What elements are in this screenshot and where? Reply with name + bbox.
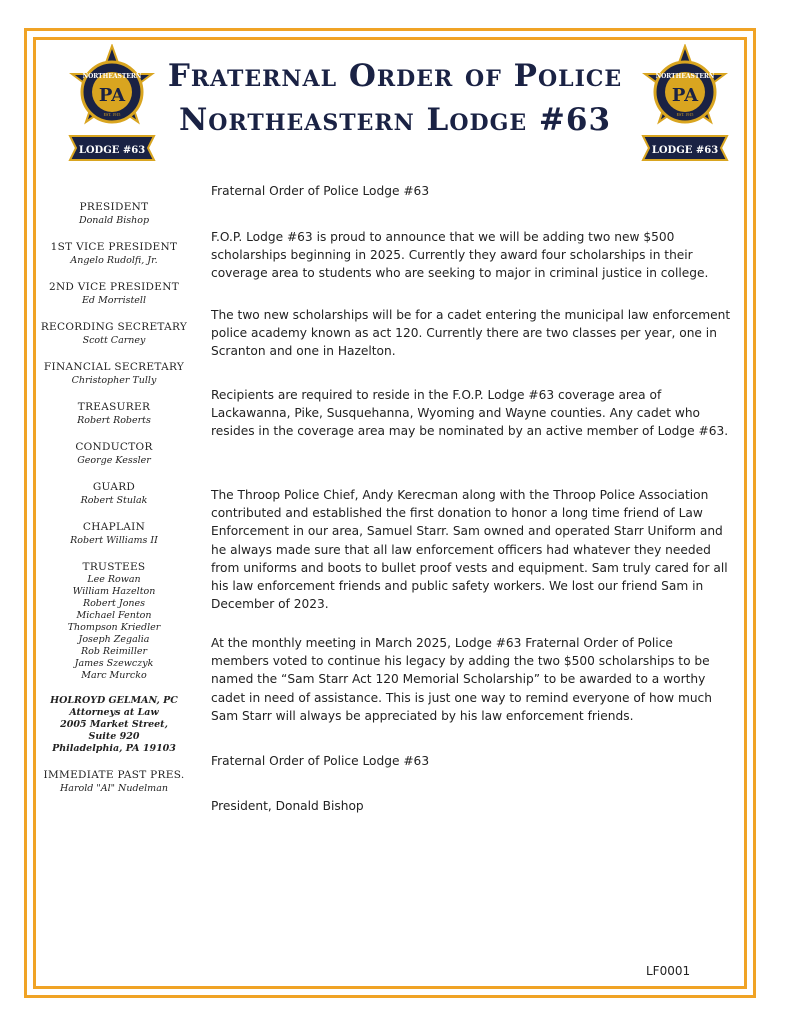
letter-paragraph: Recipients are required to reside in the F.O.P. Lodge #63 coverage area of Lackawanna, Pike, Susquehanna, Wyoming and Wayne counties. Any cadet who resides in the coverage area may be nominated by an active member of Lodge #63. [211, 388, 729, 439]
trustee-name: Lee Rowan [87, 574, 141, 585]
officer-name: Ed Morristell [82, 295, 146, 306]
attorney-line: Attorneys at Law [69, 707, 159, 718]
letter-paragraph: At the monthly meeting in March 2025, Lodge #63 Fraternal Order of Police members voted to continue his legacy by adding the two $500 scholarships to be named the “Sam Starr Act 120 Memorial Scholarship” to be awarded to a worthy cadet in need of assistance. This is just one way to remind everyone of how much Sam Starr will always be appreciated by his law enforcement friends. [211, 636, 712, 723]
badge-est-text: EST. 1915 [676, 112, 694, 117]
badge-lodge-text: LODGE #63 [78, 145, 146, 156]
officer-name: Angelo Rudolfi, Jr. [70, 255, 158, 266]
attorneys-entry [40, 695, 188, 755]
letter-paragraph: F.O.P. Lodge #63 is proud to announce that we will be adding two new $500 scholarships beginning in 2025. Currently they award four scholarships in their coverage area to students who are seeking to major in criminal justice in college. [211, 230, 709, 281]
trustee-name: James Szewczyk [74, 658, 154, 669]
trustees-entry [40, 560, 188, 682]
officer-name: Christopher Tully [71, 375, 157, 386]
letterhead-title-line1: Fraternal Order of Police [167, 58, 623, 94]
lodge-badge-logo-right [637, 44, 733, 164]
attorney-line: Philadelphia, PA 19103 [52, 743, 176, 754]
badge-ring-text: NORTHEASTERN [82, 73, 142, 80]
trustee-name: Thompson Kriedler [67, 622, 161, 633]
trustee-name: Michael Fenton [76, 610, 152, 621]
officer-role: CONDUCTOR [75, 441, 153, 453]
officer-entry [40, 400, 188, 427]
past-president-name: Harold "Al" Nudelman [60, 783, 168, 794]
badge-est-text: EST. 1915 [103, 112, 121, 117]
officer-entry [40, 200, 188, 227]
attorney-line: HOLROYD GELMAN, PC [50, 695, 178, 706]
letter-greeting: Fraternal Order of Police Lodge #63 [211, 184, 430, 198]
officer-entry [40, 240, 188, 267]
attorney-line: Suite 920 [88, 731, 140, 742]
badge-ring-text: NORTHEASTERN [655, 73, 715, 80]
lodge-badge-logo-left [64, 44, 160, 164]
form-code: LF0001 [646, 964, 691, 978]
badge-state-text: PA [98, 85, 126, 106]
letter-closing: Fraternal Order of Police Lodge #63 [211, 754, 430, 768]
officer-role: GUARD [92, 481, 136, 493]
officer-name: Robert Roberts [77, 415, 151, 426]
officer-role: PRESIDENT [79, 201, 149, 213]
officer-entry [40, 520, 188, 547]
trustee-name: Rob Reimiller [80, 646, 148, 657]
letter-paragraph: The two new scholarships will be for a cadet entering the municipal law enforcement police academy known as act 120. Currently there are two classes per year, one in Scranton and one in Hazelton. [211, 308, 731, 359]
letter-signature: President, Donald Bishop [211, 799, 364, 813]
letterhead-title-line2: Northeastern Lodge #63 [178, 102, 612, 138]
officer-role: CHAPLAIN [82, 521, 146, 533]
officer-name: Donald Bishop [78, 215, 150, 226]
officer-role: 1ST VICE PRESIDENT [50, 241, 178, 253]
officer-entry [40, 280, 188, 307]
officer-name: Scott Carney [82, 335, 146, 346]
officer-role: 2ND VICE PRESIDENT [48, 281, 180, 293]
officer-name: Robert Williams II [70, 535, 158, 546]
past-president-label: IMMEDIATE PAST PRES. [43, 769, 185, 781]
trustees-label: TRUSTEES [82, 561, 146, 573]
officers-sidebar [40, 200, 188, 808]
trustee-name: Robert Jones [82, 598, 146, 609]
badge-lodge-text: LODGE #63 [651, 145, 719, 156]
officer-entry [40, 320, 188, 347]
past-president-entry [40, 768, 188, 795]
officer-entry [40, 440, 188, 467]
officer-entry [40, 480, 188, 507]
letter-paragraph: The Throop Police Chief, Andy Kerecman along with the Throop Police Association contributed and established the first donation to honor a long time friend of Law Enforcement in our area, Samuel Starr. Sam owned and operated Starr Uniform and he always made sure that all law enforcement officers had whatever they needed from uniforms and boots to bullet proof vests and equipment. Sam truly cared for all his law enforcement friends and public safety workers. We lost our friend Sam in December of 2023. [211, 488, 728, 612]
officer-role: RECORDING SECRETARY [40, 321, 188, 333]
officer-role: TREASURER [77, 401, 151, 413]
trustee-name: Joseph Zegalia [78, 634, 150, 645]
attorneys-block [40, 695, 188, 755]
trustee-name: William Hazelton [72, 586, 156, 597]
officer-entry [40, 360, 188, 387]
trustees-list [40, 574, 188, 682]
trustee-name: Marc Murcko [81, 670, 147, 681]
attorney-line: 2005 Market Street, [60, 719, 168, 730]
badge-state-text: PA [671, 85, 699, 106]
officer-role: FINANCIAL SECRETARY [43, 361, 185, 373]
officer-name: Robert Stulak [80, 495, 148, 506]
officer-name: George Kessler [77, 455, 151, 466]
